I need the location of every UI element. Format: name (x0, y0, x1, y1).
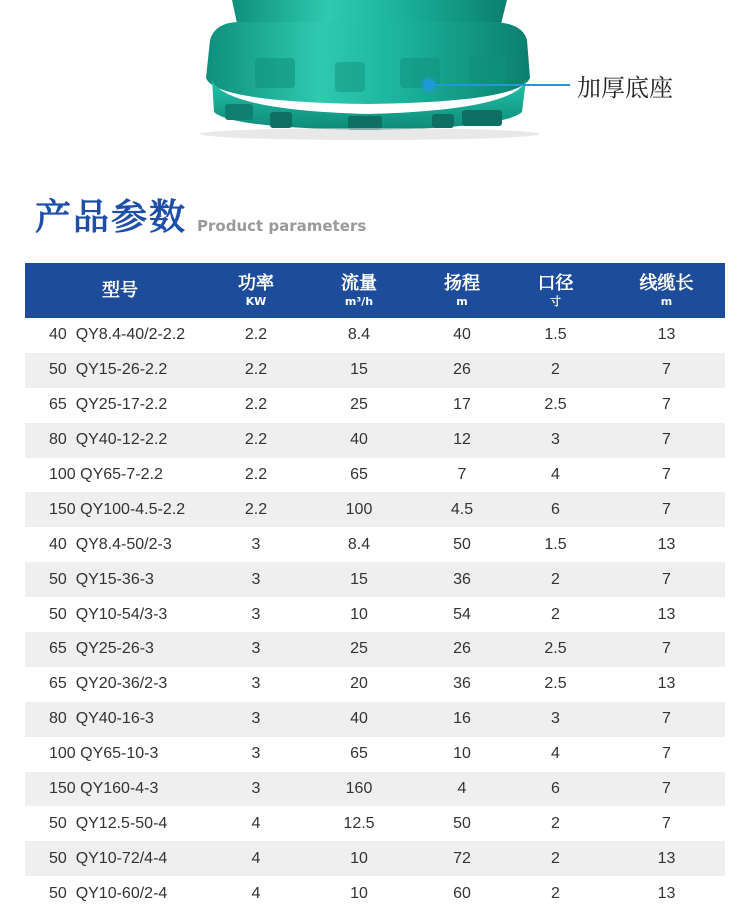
cell-port: 1.5 (544, 535, 567, 553)
cell-power: 3 (251, 780, 261, 798)
header-unit: KW (245, 294, 267, 308)
header-unit: m (456, 294, 468, 308)
cell-cable: 13 (657, 675, 676, 693)
table-row (25, 597, 725, 632)
table-row (25, 667, 725, 702)
cell-flow: 160 (345, 780, 373, 798)
cell-model: 50 QY10-72/4-4 (49, 849, 168, 867)
cell-port: 2 (551, 361, 560, 379)
cell-model: 80 QY40-16-3 (49, 710, 154, 728)
product-image (0, 0, 750, 160)
table-body (25, 318, 725, 911)
header-label: 流量 (341, 272, 377, 294)
cell-flow: 8.4 (347, 326, 371, 344)
cell-cable: 13 (657, 849, 676, 867)
cell-power: 4 (251, 849, 261, 867)
cell-port: 2 (551, 814, 560, 832)
cell-cable: 7 (662, 640, 671, 658)
header-unit: m (660, 294, 673, 308)
cell-cable: 13 (657, 884, 676, 902)
cell-port: 2.5 (544, 640, 567, 658)
cell-model: 40 QY8.4-50/2-3 (49, 535, 172, 553)
cell-power: 3 (251, 640, 261, 658)
cell-flow: 20 (350, 675, 368, 693)
cell-model: 40 QY8.4-40/2-2.2 (49, 326, 186, 344)
cell-port: 2.5 (544, 396, 567, 414)
section-title (35, 198, 366, 238)
cell-cable: 7 (662, 431, 671, 449)
table-row (25, 527, 725, 562)
header-label: 口径 (537, 272, 574, 294)
header-unit: 寸 (550, 294, 561, 308)
table-row (25, 492, 725, 527)
cell-flow: 25 (350, 640, 368, 658)
cell-model: 65 QY25-26-3 (49, 640, 154, 658)
header-label: 型号 (102, 279, 138, 301)
cell-power: 2.2 (244, 431, 268, 449)
cell-power: 2.2 (244, 361, 268, 379)
table-row (25, 702, 725, 737)
cell-flow: 15 (350, 361, 368, 379)
table-row (25, 806, 725, 841)
table-row (25, 458, 725, 493)
cell-power: 2.2 (244, 326, 268, 344)
cell-cable: 7 (662, 361, 671, 379)
cell-cable: 7 (662, 466, 671, 483)
cell-power: 4 (251, 884, 261, 902)
table-row (25, 318, 725, 353)
header-label: 功率 (238, 272, 274, 294)
table-row (25, 772, 725, 807)
cell-cable: 7 (662, 570, 671, 588)
header-label: 扬程 (444, 272, 480, 294)
table-row (25, 353, 725, 388)
cell-head: 50 (453, 535, 471, 553)
cell-port: 2 (551, 884, 560, 902)
cell-model: 65 QY25-17-2.2 (49, 396, 168, 414)
cell-model: 50 QY15-26-2.2 (49, 361, 168, 379)
cell-head: 7 (457, 466, 467, 483)
cell-cable: 7 (662, 780, 671, 798)
table-row (25, 423, 725, 458)
cell-head: 36 (453, 675, 471, 693)
cell-power: 2.2 (244, 396, 268, 414)
cell-power: 3 (251, 570, 261, 588)
cell-port: 2 (551, 849, 560, 867)
cell-port: 2 (551, 605, 560, 623)
cell-port: 1.5 (544, 326, 567, 344)
cell-flow: 10 (350, 605, 368, 623)
table-row (25, 562, 725, 597)
header-cable (608, 263, 725, 318)
cell-port: 2.5 (544, 675, 567, 693)
cell-head: 17 (453, 396, 471, 414)
cell-model: 50 QY10-60/2-4 (49, 884, 168, 902)
cell-port: 4 (551, 466, 560, 483)
cell-head: 40 (453, 326, 471, 344)
cell-head: 26 (453, 640, 471, 658)
cell-power: 4 (251, 814, 261, 832)
cell-power: 3 (251, 605, 261, 623)
section-title-en: Product parameters (197, 217, 367, 235)
cell-head: 72 (453, 849, 471, 867)
header-label: 线缆长 (639, 272, 694, 294)
cell-cable: 7 (662, 814, 671, 832)
cell-head: 12 (453, 431, 471, 449)
cell-flow: 65 (350, 466, 368, 483)
table-row (25, 388, 725, 423)
cell-head: 36 (453, 570, 471, 588)
table-row (25, 632, 725, 667)
cell-power: 3 (251, 535, 261, 553)
callout-dot (423, 79, 435, 91)
header-unit: m³/h (344, 294, 374, 308)
cell-cable: 7 (662, 500, 671, 518)
cell-model: 100 QY65-7-2.2 (49, 466, 163, 483)
cell-power: 3 (251, 745, 261, 763)
cell-power: 2.2 (244, 466, 268, 483)
cell-head: 26 (453, 361, 471, 379)
cell-head: 4 (457, 780, 467, 798)
table-header-row (25, 263, 725, 318)
header-power (215, 263, 297, 318)
table-row (25, 876, 725, 911)
cell-flow: 40 (350, 431, 368, 449)
cell-model: 100 QY65-10-3 (49, 745, 159, 763)
cell-flow: 8.4 (347, 535, 371, 553)
cell-head: 54 (453, 605, 471, 623)
cell-cable: 13 (657, 605, 676, 623)
cell-model: 50 QY12.5-50-4 (49, 814, 168, 832)
cell-flow: 10 (350, 884, 368, 902)
cell-port: 4 (551, 745, 560, 763)
cell-port: 3 (551, 431, 560, 449)
cell-port: 6 (551, 780, 560, 798)
spec-table (25, 263, 725, 911)
cell-flow: 10 (350, 849, 368, 867)
cell-flow: 25 (350, 396, 368, 414)
cell-cable: 7 (662, 710, 671, 728)
cell-head: 10 (453, 745, 471, 763)
cell-head: 4.5 (450, 500, 474, 518)
section-title-cn: 产品参数 (35, 197, 188, 238)
cell-power: 3 (251, 710, 261, 728)
cell-port: 6 (551, 500, 560, 518)
cell-head: 50 (453, 814, 471, 832)
cell-port: 2 (551, 570, 560, 588)
cell-cable: 13 (657, 326, 676, 344)
cell-model: 80 QY40-12-2.2 (49, 431, 168, 449)
cell-cable: 7 (662, 396, 671, 414)
callout-line (430, 84, 570, 86)
header-model (25, 263, 215, 318)
cell-power: 2.2 (244, 500, 268, 518)
cell-head: 60 (453, 884, 471, 902)
cell-model: 50 QY10-54/3-3 (49, 605, 168, 623)
cell-model: 150 QY100-4.5-2.2 (49, 500, 186, 518)
cell-model: 50 QY15-36-3 (49, 570, 154, 588)
cell-cable: 13 (657, 535, 676, 553)
cell-flow: 100 (345, 500, 373, 518)
cell-flow: 12.5 (343, 814, 375, 832)
cell-power: 3 (251, 675, 261, 693)
cell-model: 150 QY160-4-3 (49, 780, 159, 798)
header-head (421, 263, 503, 318)
cell-model: 65 QY20-36/2-3 (49, 675, 168, 693)
table-row (25, 737, 725, 772)
cell-flow: 15 (350, 570, 368, 588)
cell-head: 16 (453, 710, 471, 728)
table-row (25, 841, 725, 876)
cell-port: 3 (551, 710, 560, 728)
cell-cable: 7 (662, 745, 671, 763)
cell-flow: 65 (350, 745, 368, 763)
cell-flow: 40 (350, 710, 368, 728)
header-flow (297, 263, 421, 318)
header-port (503, 263, 608, 318)
callout-label: 加厚底座 (577, 74, 673, 102)
